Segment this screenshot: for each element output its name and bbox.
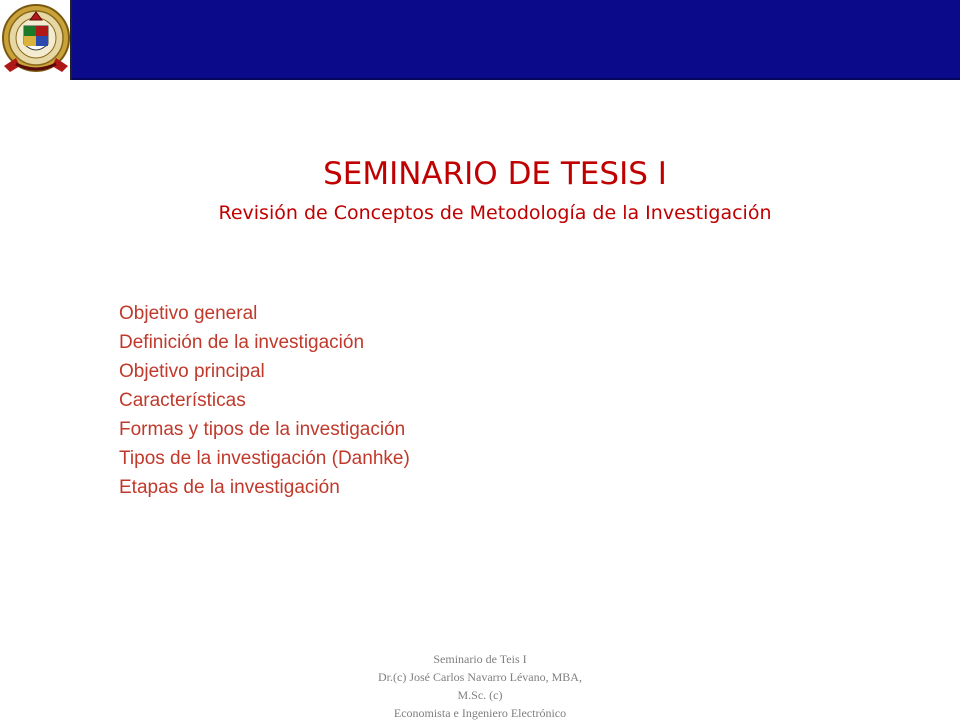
topic-item: Características	[119, 390, 246, 411]
footer-course: Seminario de Teis I	[433, 652, 527, 666]
topic-list	[119, 299, 410, 502]
slide-subtitle: Revisión de Conceptos de Metodología de la Investigación	[218, 202, 772, 224]
slide-title: SEMINARIO DE TESIS I	[323, 156, 667, 192]
university-logo	[0, 0, 72, 80]
coat-of-arms-icon	[0, 0, 72, 80]
slide-footer	[330, 650, 630, 722]
topic-item: Definición de la investigación	[119, 332, 365, 353]
topic-item: Objetivo general	[119, 303, 258, 324]
topic-item: Tipos de la investigación (Danhke)	[119, 448, 410, 469]
footer-degree: M.Sc. (c)	[457, 688, 503, 702]
topic-item: Etapas de la investigación	[119, 477, 340, 498]
footer-author: Dr.(c) José Carlos Navarro Lévano, MBA,	[378, 670, 582, 684]
topic-item: Objetivo principal	[119, 361, 265, 382]
topic-item: Formas y tipos de la investigación	[119, 419, 406, 440]
footer-profession: Economista e Ingeniero Electrónico	[393, 706, 567, 720]
header-bar	[0, 0, 960, 80]
